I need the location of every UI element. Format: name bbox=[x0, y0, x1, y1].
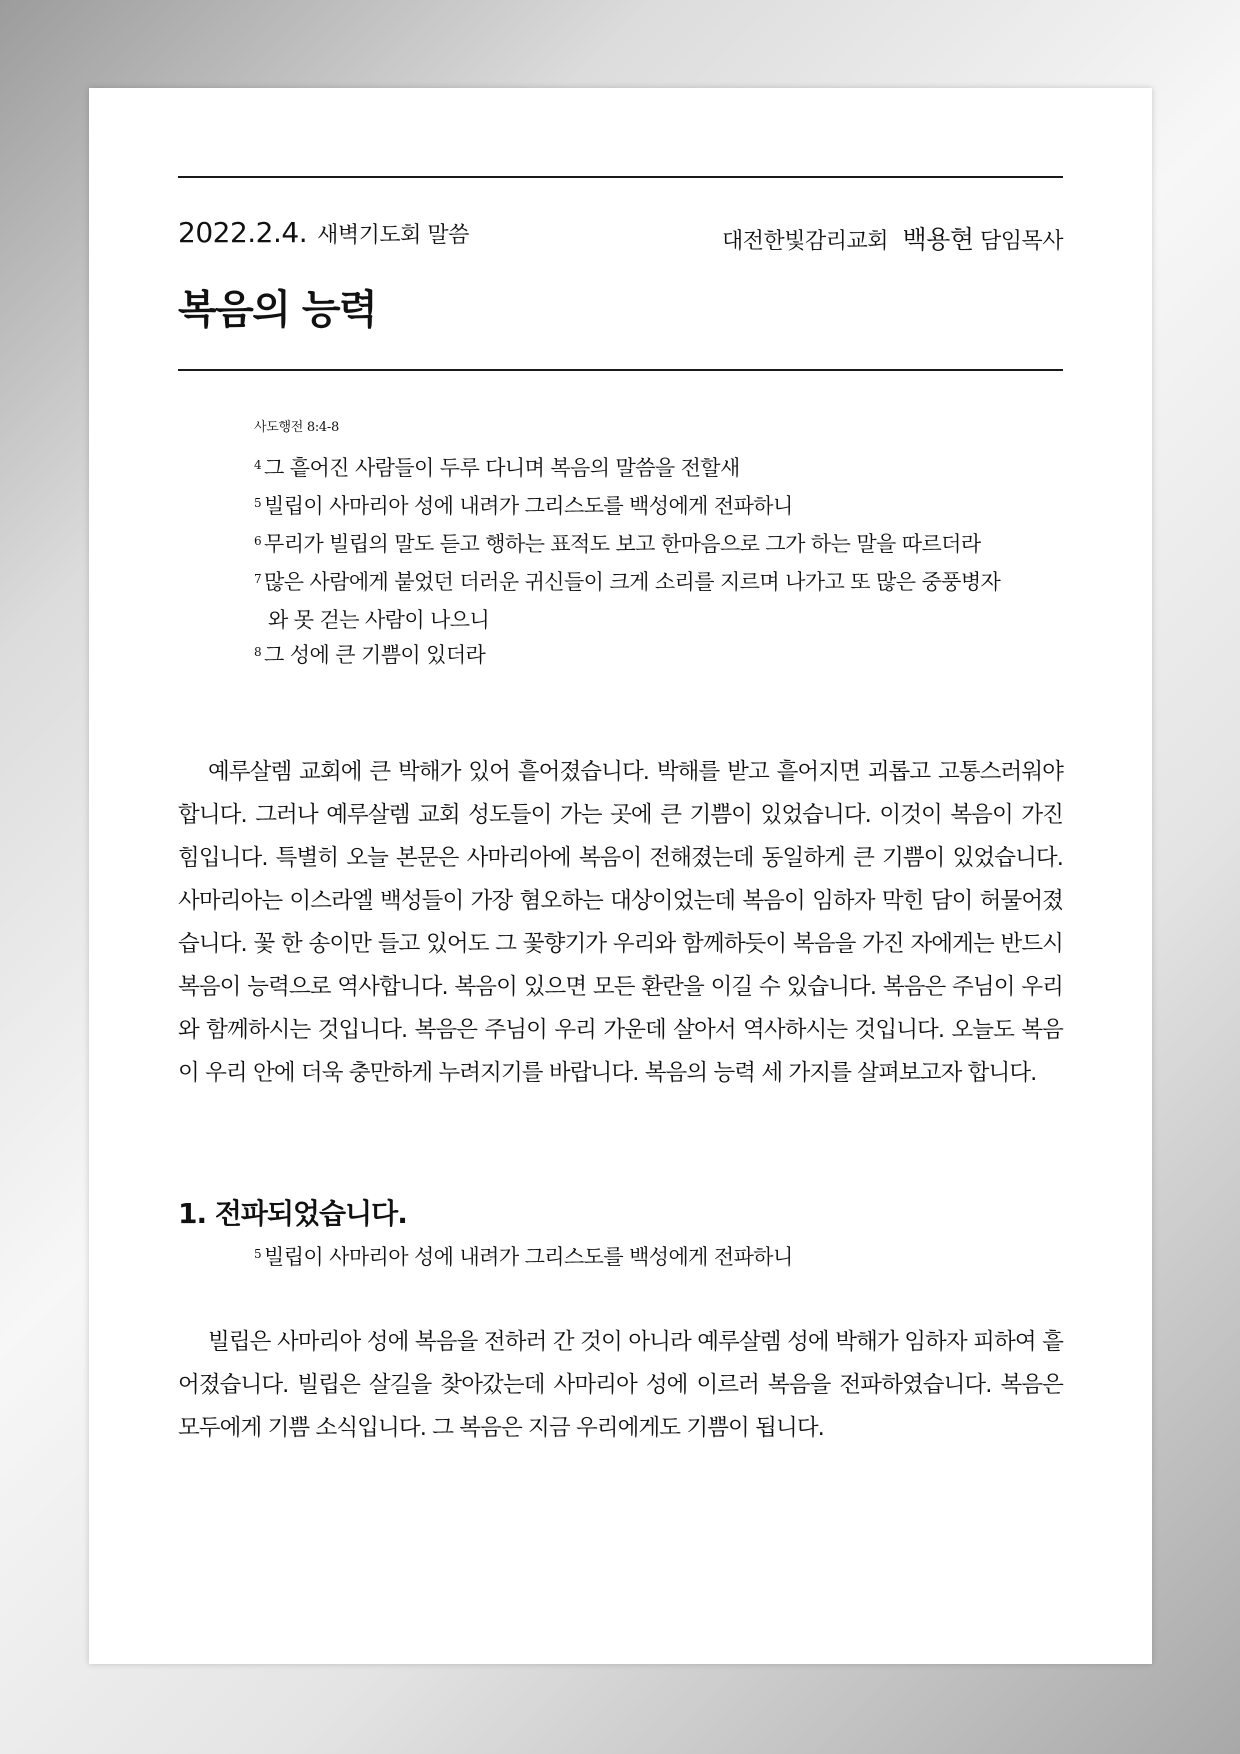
verse-text: 그 성에 큰 기쁨이 있더라 bbox=[264, 643, 486, 667]
verse-text: 빌립이 사마리아 성에 내려가 그리스도를 백성에게 전파하니 bbox=[264, 1245, 793, 1269]
verse-text: 많은 사람에게 붙었던 더러운 귀신들이 크게 소리를 지르며 나가고 또 많은 중풍병자와 못 걷는 사람이 나으니 bbox=[264, 570, 1001, 632]
service-label: 새벽기도회 말씀 bbox=[317, 223, 469, 248]
verse-text: 그 흩어진 사람들이 두루 다니며 복음의 말씀을 전할새 bbox=[264, 456, 740, 480]
verse-number: 6 bbox=[254, 534, 262, 548]
verse-number: 5 bbox=[254, 496, 262, 510]
section-verse bbox=[254, 1240, 1014, 1278]
verse bbox=[254, 638, 1014, 676]
verse bbox=[254, 489, 1014, 527]
date-text: 2022.2.4. bbox=[178, 216, 308, 249]
verse-number: 5 bbox=[254, 1247, 262, 1261]
title-divider bbox=[178, 369, 1063, 371]
sermon-date bbox=[178, 216, 469, 249]
document-page bbox=[89, 88, 1152, 1664]
top-divider bbox=[178, 176, 1063, 178]
verse-text: 무리가 빌립의 말도 듣고 행하는 표적도 보고 한마음으로 그가 하는 말을 따르더라 bbox=[264, 532, 981, 556]
pastor-title: 담임목사 bbox=[979, 229, 1063, 254]
intro-paragraph: 예루살렘 교회에 큰 박해가 있어 흩어졌습니다. 박해를 받고 흩어지면 괴롭고 고통스러워야 합니다. 그러나 예루살렘 교회 성도들이 가는 곳에 큰 기쁨이 있었습니다. 이것이 복음이 가진 힘입니다. 특별히 오늘 본문은 사마리아에 복음이 전해졌는데 동일하게 큰 기쁨이 있었습니다. 사마리아는 이스라엘 백성들이 가장 혐오하는 대상이었는데 복음이 임하자 막힌 담이 허물어졌습니다. 꽃 한 송이만 들고 있어도 그 꽃향기가 우리와 함께하듯이 복음을 가진 자에게는 반드시 복음이 능력으로 역사합니다. 복음이 있으면 모든 환란을 이길 수 있습니다. 복음은 주님이 우리와 함께하시는 것입니다. 복음은 주님이 우리 가운데 살아서 역사하시는 것입니다. 오늘도 복음이 우리 안에 더욱 충만하게 누려지기를 바랍니다. 복음의 능력 세 가지를 살펴보고자 합니다. bbox=[178, 759, 1063, 1086]
verse-number: 4 bbox=[254, 458, 262, 472]
pastor-name: 백용현 bbox=[902, 225, 974, 254]
page-title: 복음의 능력 bbox=[178, 287, 377, 333]
verse-number: 7 bbox=[254, 572, 262, 586]
sermon-header bbox=[178, 216, 1063, 252]
section-heading: 1. 전파되었습니다. bbox=[178, 1197, 407, 1230]
scripture-reference: 사도행전 8:4-8 bbox=[254, 420, 339, 435]
church-info bbox=[722, 220, 1063, 256]
scripture-block bbox=[254, 416, 1014, 676]
church-name: 대전한빛감리교회 bbox=[722, 229, 889, 254]
verse-number: 8 bbox=[254, 645, 262, 659]
verse bbox=[254, 527, 1014, 565]
verse bbox=[254, 451, 1014, 489]
verse-text: 빌립이 사마리아 성에 내려가 그리스도를 백성에게 전파하니 bbox=[264, 494, 793, 518]
verse bbox=[254, 565, 1014, 638]
section-paragraph: 빌립은 사마리아 성에 복음을 전하러 간 것이 아니라 예루살렘 성에 박해가 임하자 피하여 흩어졌습니다. 빌립은 살길을 찾아갔는데 사마리아 성에 이르러 복음을 전파하였습니다. 복음은 모두에게 기쁨 소식입니다. 그 복음은 지금 우리에게도 기쁨이 됩니다. bbox=[178, 1329, 1063, 1441]
